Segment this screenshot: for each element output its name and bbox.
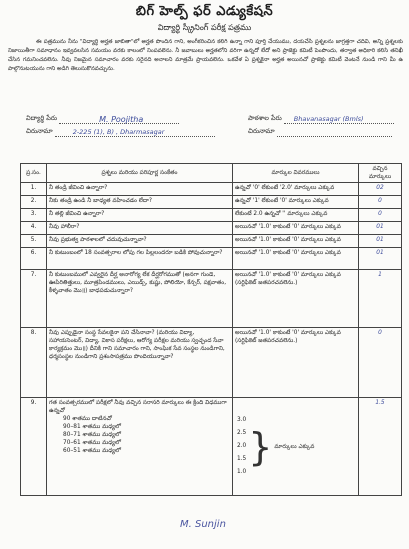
row-score: 0: [359, 196, 402, 209]
form-subtitle: విద్యార్థి స్క్రీనింగ్ పరీక్ష పత్రము: [157, 23, 252, 32]
table-row: [21, 235, 402, 248]
grade-item: 70–61 శాతము మధ్యలో: [63, 440, 121, 446]
student-name-value: M. Poojitha: [99, 115, 144, 124]
row-question: నీకు తండ్రి ఉండి నీ బాధ్యత వహించడం లేదా?: [47, 196, 233, 209]
row-question: నీ తండ్రి జీవించి ఉన్నారా?: [47, 183, 233, 196]
form-title: బిగ్ హెల్ప్ ఫర్ ఎడ్యుకేషన్: [135, 4, 274, 19]
row-score: 02: [359, 183, 402, 196]
row-question: నీ కుటుంబంలో 18 సంవత్సరాల లోపు గల పిల్లలందరూ బడికి పోవుచున్నారా?: [47, 248, 233, 270]
table-row: [21, 248, 402, 270]
student-address-field: [26, 127, 215, 137]
school-name-value: Bhavanasagar (Bmls): [293, 115, 364, 123]
scale-values: [237, 414, 246, 479]
grade-item: 80–71 శాతము మధ్యలో: [63, 432, 121, 438]
scale-value: 2.5: [237, 430, 247, 436]
header-question-number: ప్ర.సం.: [21, 164, 47, 183]
table-row: [21, 222, 402, 235]
school-address-field: [248, 127, 392, 137]
row-score: 01: [359, 222, 402, 235]
row-marks-scale: [233, 398, 359, 496]
row-marks: అయినచో '1.0' కాకుంటే '0' మార్కులు ఎక్కువ: [233, 248, 359, 270]
row-marks: లేకుంటే 2.0 ఉన్నచో '' మార్కులు ఎక్కువ: [233, 209, 359, 222]
row-number: 3.: [21, 209, 47, 222]
row-score: 01: [359, 248, 402, 270]
scale-value: 1.5: [237, 456, 247, 462]
scale-value: 1.0: [237, 469, 247, 475]
table-row: [21, 196, 402, 209]
row-number: 5.: [21, 235, 47, 248]
brace-symbol: }: [248, 424, 273, 469]
row-score: 0: [359, 328, 402, 398]
scale-marks-text: మార్కులు ఎక్కువ: [274, 443, 315, 450]
scale-value: 3.0: [237, 417, 247, 423]
row-score: 1.5: [359, 398, 402, 496]
header-marks-obtained: వచ్చిన మార్కులు: [359, 164, 402, 183]
row-marks: ఉన్నచో '0' లేకుంటే '2.0' మార్కులు ఎక్కువ: [233, 183, 359, 196]
grade-item: 60–51 శాతము మధ్యలో: [63, 448, 121, 454]
table-row: [21, 183, 402, 196]
row-number: 2.: [21, 196, 47, 209]
row-score: 1: [359, 270, 402, 328]
row-score: 01: [359, 235, 402, 248]
row-number: 8.: [21, 328, 47, 398]
row-marks: అయినచో '1.0' కాకుంటే '0' మార్కులు ఎక్కువ (సర్టిఫికెట్ జతపరచవలెను.): [233, 270, 359, 328]
row-number: 1.: [21, 183, 47, 196]
header-marks-details: మార్కుల వివరములు: [233, 164, 359, 183]
table-header-row: [21, 164, 402, 183]
row-question: నీవు ఎప్పుడైనా సంస్థ సేవలకైనా పని చేసినావా? (మరియు విద్యా, సహాయసెంటర్, విద్యా, వికాస పరీక్షలు, ఆరోగ్య పరీక్షల మరియు స్వచ్ఛంద సేవా కార్యక్రమం మొ॥) దీనికి గాని సమాచారం గాని, సాంఘిక సేవ సంస్థల నుండిగాని, ధర్మసంస్థల నుండిగాని ప్రశంసాపత్రము పొందియున్నావా?: [47, 328, 233, 398]
row-number: 6.: [21, 248, 47, 270]
table-row: [21, 270, 402, 328]
screening-questions-table: [20, 163, 402, 496]
row-marks: అయినచో '1.0' కాకుంటే '0' మార్కులు ఎక్కువ (సర్టిఫికెట్ జతపరచవలెను.): [233, 328, 359, 398]
row-marks: ఉన్నచో '1' లేకుంటే '0' మార్కులు ఎక్కువ: [233, 196, 359, 209]
row-number: 7.: [21, 270, 47, 328]
school-name-label: పాఠశాల పేరు: [248, 114, 282, 122]
student-name-label: విద్యార్థి పేరు: [26, 114, 58, 122]
row-number: 4.: [21, 222, 47, 235]
table-row: [21, 328, 402, 398]
student-address-value: 2-225 (1), B) , Dharmasagar: [72, 128, 165, 136]
table-row: [21, 398, 402, 496]
instructions-paragraph: ఈ పత్రమును నీను "విద్యార్థి అర్హత జాబితా"లో అర్హత పొందిన గాని, అంగీకరించిన కలిగి ఉన్నా గాని పూర్తి చేయుము, దయచేసి ప్రశ్నలను జాగ్రత్తగా చదివి, అన్ని ప్రశ్నలకు నిజాయితీగా సమాధానం ఇవ్వవలసిన సమయం వరకు కాలంలో నింపవలెను. నీ జవాబులు అర్హతలోని వరిగా ఉన్నదో లేదో అని ప్రాజెక్టు కమిటీ పెంపొందు, తర్వాత అధికారి కలిసి తనిఖీ చేసిన గమనించవలెను. నీవు నిజమైన సమాచారం వరకు సరైనది అనాలని మాత్రమే ప్రాయవలెను. ఒకవేళ ఏ ప్రశ్నకైనా అర్హత అయినచో ప్రాజెక్టు కమిటీ వెంటనే నుండి గాని మీ ఉ పాల్గొనుటయును గాని అడిగి తెలుసుకొనవచ్చును.: [8, 39, 403, 72]
row-question: నీవు హాలీరా?: [47, 222, 233, 235]
header-question: ప్రశ్నలు మరియు పరిపూర్ణ సంకేతం: [47, 164, 233, 183]
row-marks: అయినచో '1.0' కాకుంటే '0' మార్కులు ఎక్కువ: [233, 222, 359, 235]
row-question: నీ తల్లి జీవించి ఉన్నారా?: [47, 209, 233, 222]
school-address-label: చిరునామా: [248, 127, 275, 135]
row-question: నీ కుటుంబములో ఎవ్వరైన దీర్ఘ అనారోగ్య లేక దీర్ఘరోగముతో (అనగా గుండె, ఊపిరితిత్తులు, మూత్రపిండములు, ఎయిడ్స్, కుష్టు, పోలియో, కేన్సర్, పక్షవాతం, కీళ్ళవాతం మొ॥) బాధపడుచున్నారా?: [47, 270, 233, 328]
row-question-grades: [47, 398, 233, 496]
student-address-label: చిరునామా: [26, 127, 53, 135]
school-name-field: [248, 114, 394, 124]
grade-item: 90–81 శాతము మధ్యలో: [63, 424, 121, 430]
row-question: నీవు ప్రభుత్వ పాఠశాలలో చదువుచున్నావా?: [47, 235, 233, 248]
row-score: 0: [359, 209, 402, 222]
table-row: [21, 209, 402, 222]
grade-list: [63, 415, 230, 455]
student-name-field: [26, 114, 179, 124]
grade-item: 90 శాతము దాటినచో: [63, 416, 112, 422]
row-marks: అయినచో '1.0' కాకుంటే '0' మార్కులు ఎక్కువ: [233, 235, 359, 248]
row-number: 9.: [21, 398, 47, 496]
handwritten-signature: M. Sunjin: [180, 519, 226, 530]
scale-value: 2.0: [237, 443, 247, 449]
grades-intro: గత సంవత్సరములో పరీక్షలో నీవు వచ్చిన సరాసరి మార్కులు ఈ క్రింది విధముగా ఉన్నచో: [49, 400, 227, 414]
